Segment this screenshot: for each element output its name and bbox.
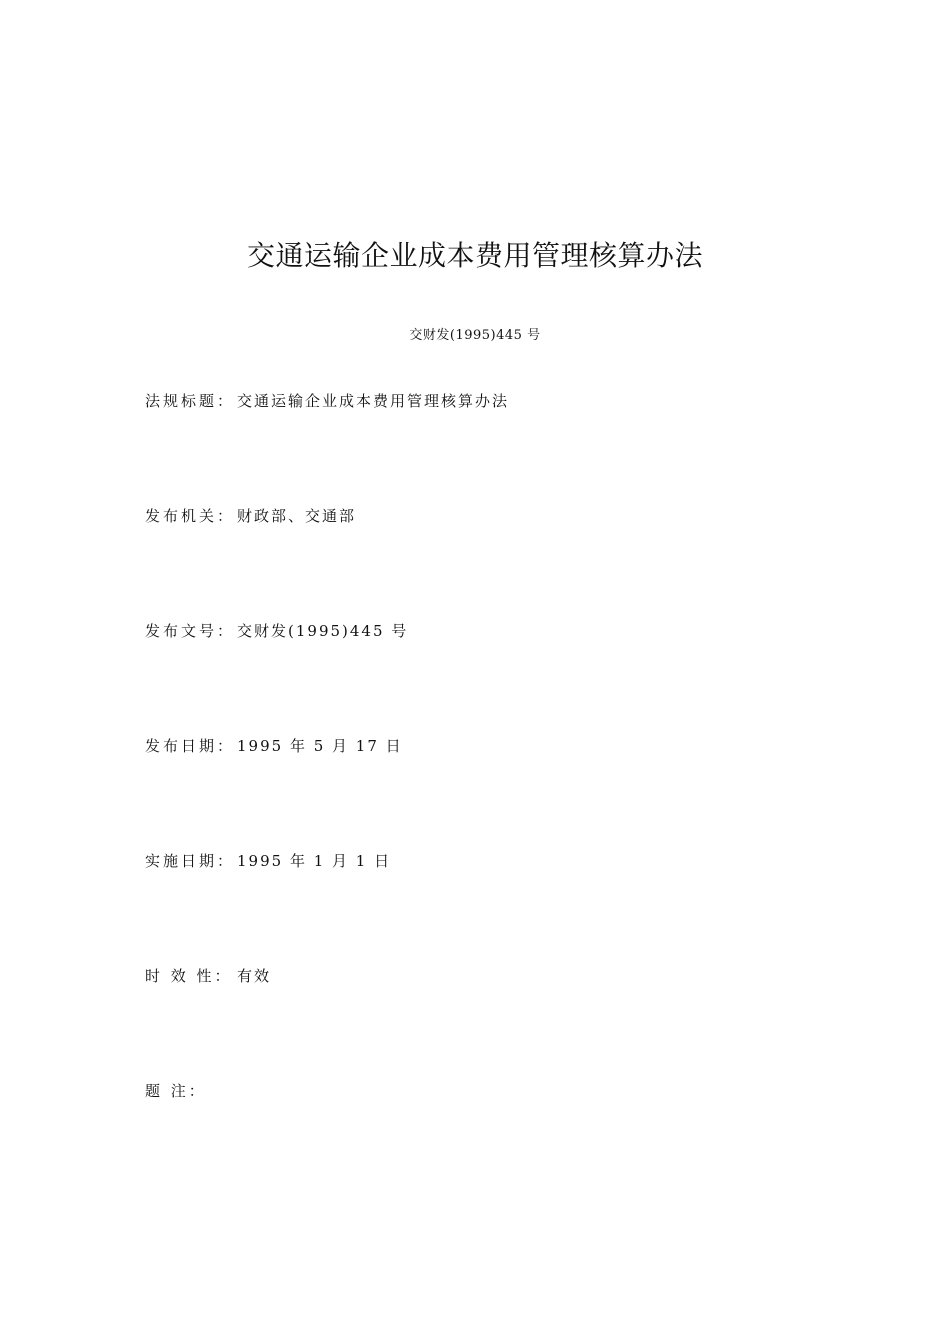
field-label: 实施日期： (145, 852, 236, 870)
document-title: 交通运输企业成本费用管理核算办法 (246, 239, 703, 272)
field-value: 1995 年 5 月 17 日 (237, 737, 403, 755)
field-value: 1995 年 1 月 1 日 (237, 852, 392, 870)
field-label: 时 效 性： (145, 967, 233, 985)
field-validity (145, 965, 825, 987)
field-label: 发布文号： (145, 622, 236, 640)
field-note (145, 1080, 825, 1102)
field-document-number (145, 620, 825, 642)
field-value: 交通运输企业成本费用管理核算办法 (237, 392, 510, 410)
field-label: 法规标题： (145, 392, 236, 410)
field-value: 交财发(1995)445 号 (237, 622, 409, 640)
field-value: 财政部、交通部 (237, 507, 357, 525)
field-label: 发布机关： (145, 507, 236, 525)
field-regulation-title (145, 390, 825, 412)
document-number: 交财发(1995)445 号 (409, 328, 541, 343)
field-issuing-authority (145, 505, 825, 527)
field-publish-date (145, 735, 825, 757)
field-value: 有效 (237, 967, 272, 985)
field-label: 发布日期： (145, 737, 236, 755)
field-effective-date (145, 850, 825, 872)
field-label: 题 注： (145, 1082, 207, 1100)
